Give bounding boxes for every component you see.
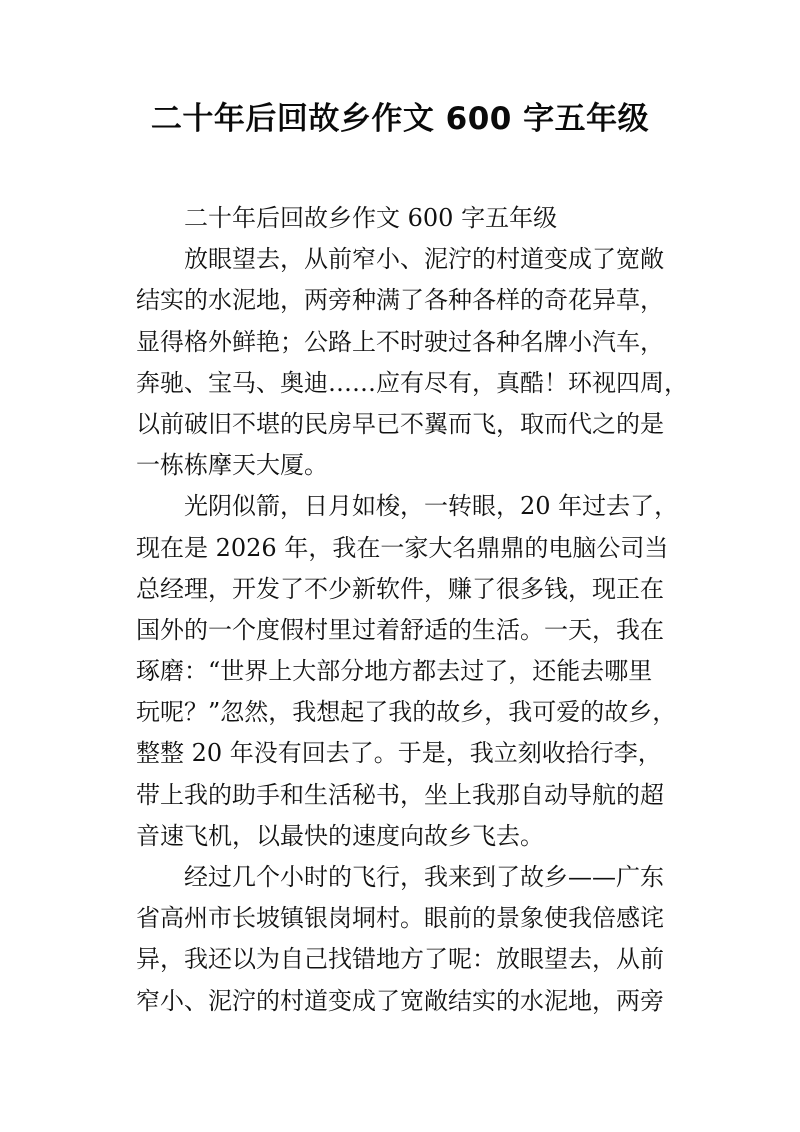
text-line: 整整 20 年没有回去了。于是，我立刻收拾行李， <box>136 739 662 768</box>
document-title: 二十年后回故乡作文 600 字五年级 <box>150 101 650 137</box>
text-line: 光阴似箭，日月如梭，一转眼，20 年过去了， <box>184 492 679 521</box>
text-line: 琢磨：“世界上大部分地方都去过了，还能去哪里 <box>136 657 653 686</box>
text-line: 结实的水泥地，两旁种满了各种各样的奇花异草， <box>136 286 664 315</box>
text-line: 异，我还以为自己找错地方了呢：放眼望去，从前 <box>136 945 664 974</box>
document-body <box>136 198 688 1022</box>
text-line: 带上我的助手和生活秘书，坐上我那自动导航的超 <box>136 780 664 809</box>
text-line: 一栋栋摩天大厦。 <box>136 451 328 480</box>
text-line: 总经理，开发了不少新软件，赚了很多钱，现正在 <box>136 574 664 603</box>
text-line: 经过几个小时的飞行，我来到了故乡——广东 <box>184 863 664 891</box>
text-line: 音速飞机，以最快的速度向故乡飞去。 <box>136 821 544 850</box>
text-line: 以前破旧不堪的民房早已不翼而飞，取而代之的是 <box>136 409 664 438</box>
text-line: 窄小、泥泞的村道变成了宽敞结实的水泥地，两旁 <box>136 986 664 1015</box>
text-line: 省高州市长坡镇银岗垌村。眼前的景象使我倍感诧 <box>136 904 664 933</box>
text-line: 二十年后回故乡作文 600 字五年级 <box>184 204 558 232</box>
text-line: 奔驰、宝马、奥迪……应有尽有，真酷！环视四周， <box>136 368 688 397</box>
text-line: 放眼望去，从前窄小、泥泞的村道变成了宽敞 <box>184 245 664 274</box>
text-line: 现在是 2026 年，我在一家大名鼎鼎的电脑公司当 <box>136 533 669 562</box>
text-line: 国外的一个度假村里过着舒适的生活。一天，我在 <box>136 615 664 644</box>
text-line: 玩呢？”忽然，我想起了我的故乡，我可爱的故乡， <box>136 698 677 727</box>
text-line: 显得格外鲜艳；公路上不时驶过各种名牌小汽车， <box>136 327 664 356</box>
